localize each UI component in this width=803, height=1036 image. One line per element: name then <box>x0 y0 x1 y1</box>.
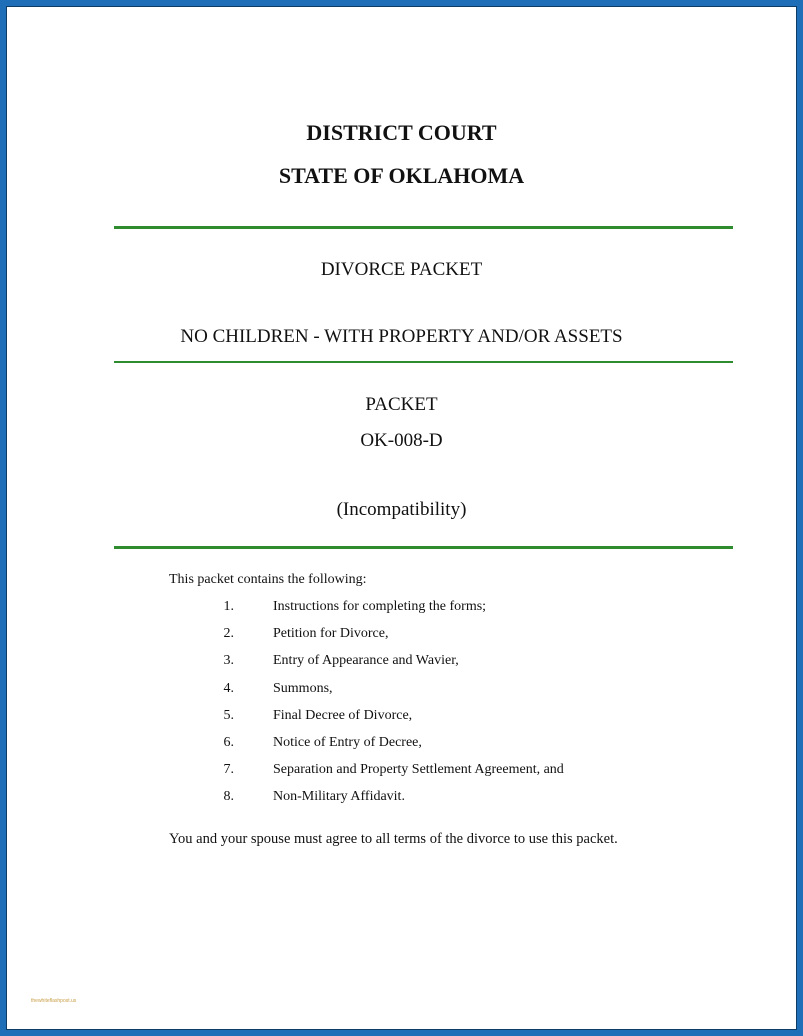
list-item <box>0 762 803 789</box>
list-item-text: Notice of Entry of Decree, <box>273 734 422 750</box>
document-title: DIVORCE PACKET <box>320 259 483 280</box>
list-item-number: 2. <box>223 626 234 642</box>
list-item <box>0 789 803 816</box>
list-item-text: Instructions for completing the forms; <box>273 599 487 614</box>
state-name: STATE OF OKLAHOMA <box>278 163 525 188</box>
divider-top <box>114 226 733 229</box>
list-item-number: 5. <box>223 707 234 723</box>
document-subtitle: NO CHILDREN - WITH PROPERTY AND/OR ASSETS <box>180 326 623 347</box>
list-item-number: 1. <box>223 599 234 614</box>
list-item-number: 3. <box>223 653 234 669</box>
watermark: thewhiteflashpost.us <box>31 998 77 1004</box>
list-item <box>0 681 803 708</box>
list-item <box>0 653 803 680</box>
packet-label: PACKET <box>365 394 438 415</box>
list-item-text: Non-Military Affidavit. <box>273 789 405 805</box>
list-item-number: 8. <box>223 789 234 805</box>
closing-note: You and your spouse must agree to all terms of the divorce to use this packet. <box>169 831 618 847</box>
list-item <box>0 626 803 653</box>
packet-type: (Incompatibility) <box>336 499 467 520</box>
list-item-number: 6. <box>223 734 234 750</box>
list-item-number: 7. <box>223 762 234 778</box>
divider-middle <box>114 361 733 363</box>
list-item <box>0 735 803 762</box>
packet-number: OK-008-D <box>360 430 443 451</box>
list-item-text: Summons, <box>273 680 333 696</box>
list-item <box>0 599 803 626</box>
court-name: DISTRICT COURT <box>306 120 497 145</box>
list-item-text: Petition for Divorce, <box>273 626 389 642</box>
list-item <box>0 708 803 735</box>
divider-bottom <box>114 546 733 549</box>
contents-list <box>0 599 803 817</box>
contents-intro: This packet contains the following: <box>169 572 367 587</box>
list-item-text: Entry of Appearance and Wavier, <box>273 653 459 669</box>
list-item-number: 4. <box>223 680 234 696</box>
list-item-text: Final Decree of Divorce, <box>273 707 413 723</box>
list-item-text: Separation and Property Settlement Agreement, and <box>273 762 564 778</box>
